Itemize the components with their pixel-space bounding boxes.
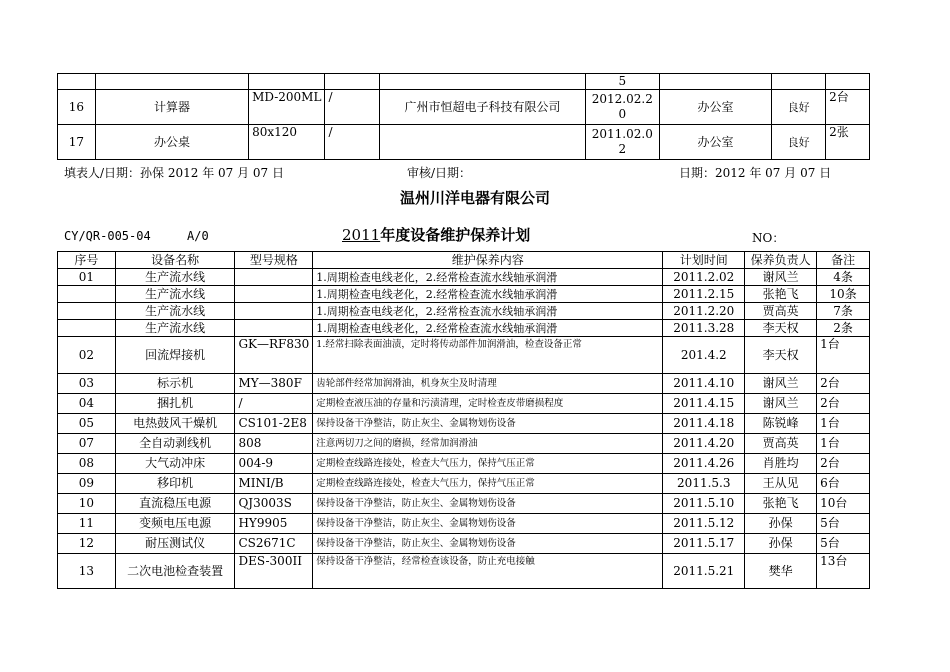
model-spec: / (235, 394, 313, 414)
row-number: 09 (58, 474, 116, 494)
time-tail: 5 (585, 74, 659, 90)
row-number: 05 (58, 414, 116, 434)
plan-title (342, 224, 530, 245)
plan-time: 2011.4.18 (663, 414, 745, 434)
row-number: 08 (58, 454, 116, 474)
column-header: 维护保养内容 (313, 252, 663, 269)
model-spec: CS2671C (235, 534, 313, 554)
owner: 张艳飞 (745, 286, 817, 303)
maintenance-content: 定期检查线路连接处，检查大气压力，保持气压正常 (313, 474, 663, 494)
maintenance-content: 注意两切刀之间的磨损，经常加润滑油 (313, 434, 663, 454)
row-number: 04 (58, 394, 116, 414)
number-label: NO： (752, 231, 785, 245)
note: 1台 (817, 414, 870, 434)
maintenance-content: 齿轮部件经常加润滑油，机身灰尘及时清理 (313, 374, 663, 394)
row-number: 03 (58, 374, 116, 394)
maintenance-content: 定期检查液压油的存量和污渍清理，定时检查皮带磨损程度 (313, 394, 663, 414)
note: 4条 (817, 269, 870, 286)
document-code: CY/QR-005-04 (64, 229, 151, 243)
row-number: 02 (58, 337, 116, 374)
row-number: 13 (58, 554, 116, 589)
row-number: 07 (58, 434, 116, 454)
note: 6台 (817, 474, 870, 494)
equipment-name: 全自动剥线机 (115, 434, 235, 454)
plan-time: 2011.4.10 (663, 374, 745, 394)
model-spec: 004-9 (235, 454, 313, 474)
row-number (58, 303, 116, 320)
row-number: 11 (58, 514, 116, 534)
row-number: 01 (58, 269, 116, 286)
plan-time: 2011.5.10 (663, 494, 745, 514)
maintenance-plan-table (57, 251, 870, 589)
equipment-name: 直流稳压电源 (115, 494, 235, 514)
table-row (58, 494, 870, 514)
plan-time: 2011.5.3 (663, 474, 745, 494)
table-row (58, 303, 870, 320)
maintenance-content: 1.周期检查电线老化，2.经常检查流水线轴承润滑 (313, 269, 663, 286)
equipment-name: 二次电池检查装置 (115, 554, 235, 589)
note: 2台 (817, 394, 870, 414)
equipment-name: 回流焊接机 (115, 337, 235, 374)
plan-time: 2011.5.12 (663, 514, 745, 534)
plan-time: 2011.5.21 (663, 554, 745, 589)
note: 13台 (817, 554, 870, 589)
owner: 谢风兰 (745, 269, 817, 286)
row-number: 10 (58, 494, 116, 514)
table-row (58, 374, 870, 394)
plan-year: 2011 (342, 226, 381, 244)
equipment-name: 耐压测试仪 (115, 534, 235, 554)
column-header: 设备名称 (115, 252, 235, 269)
plan-time: 2011.4.20 (663, 434, 745, 454)
table-row (58, 534, 870, 554)
table-row (58, 414, 870, 434)
maintenance-content: 1.周期检查电线老化，2.经常检查流水线轴承润滑 (313, 286, 663, 303)
maintenance-content: 保持设备干净整洁，防止灰尘、金属物划伤设备 (313, 494, 663, 514)
model-spec: MY—380F (235, 374, 313, 394)
maintenance-content: 1.周期检查电线老化，2.经常检查流水线轴承润滑 (313, 320, 663, 337)
company-name: 温州川洋电器有限公司 (399, 189, 550, 207)
owner: 谢风兰 (745, 394, 817, 414)
table-row (58, 454, 870, 474)
filler-signature: 填表人/日期：孙保 2012 年 07 月 07 日 (64, 166, 285, 180)
equipment-name: 捆扎机 (115, 394, 235, 414)
owner: 孙保 (745, 534, 817, 554)
owner: 樊华 (745, 554, 817, 589)
equipment-name: 变频电压电源 (115, 514, 235, 534)
note: 2台 (817, 454, 870, 474)
owner: 肖胜均 (745, 454, 817, 474)
table-row (58, 434, 870, 454)
reviewer-signature: 审核/日期： (407, 166, 472, 180)
column-header: 备注 (817, 252, 870, 269)
plan-time: 2011.2.20 (663, 303, 745, 320)
column-header: 保养负责人 (745, 252, 817, 269)
equipment-name: 生产流水线 (115, 303, 235, 320)
note: 1台 (817, 434, 870, 454)
equipment-name: 电热鼓风干燥机 (115, 414, 235, 434)
plan-time: 2011.3.28 (663, 320, 745, 337)
table-row (58, 74, 870, 90)
owner: 贾高英 (745, 303, 817, 320)
maintenance-content: 保持设备干净整洁，防止灰尘、金属物划伤设备 (313, 534, 663, 554)
sign-date: 日期：2012 年 07 月 07 日 (679, 166, 832, 180)
plan-time: 2011.4.15 (663, 394, 745, 414)
table-row: 16 计算器 MD-200ML / 广州市恒超电子科技有限公司 2012.02.2 0 办公室 良好 2台 (58, 90, 870, 125)
equipment-name: 生产流水线 (115, 269, 235, 286)
plan-title-text: 年度设备维护保养计划 (380, 226, 531, 244)
maintenance-content: 保持设备干净整洁，经常检查该设备，防止充电接触 (313, 554, 663, 589)
model-spec: QJ3003S (235, 494, 313, 514)
table-row (58, 474, 870, 494)
model-spec: 808 (235, 434, 313, 454)
table-row (58, 514, 870, 534)
maintenance-content: 1.周期检查电线老化，2.经常检查流水线轴承润滑 (313, 303, 663, 320)
model-spec (235, 303, 313, 320)
table-row (58, 320, 870, 337)
note: 10条 (817, 286, 870, 303)
plan-time: 2011.2.02 (663, 269, 745, 286)
note: 10台 (817, 494, 870, 514)
model-spec: MINI/B (235, 474, 313, 494)
equipment-name: 生产流水线 (115, 320, 235, 337)
table-header-row (58, 252, 870, 269)
maintenance-content: 1.经常扫除表面油渍，定时将传动部件加润滑油，检查设备正常 (313, 337, 663, 374)
equipment-name: 移印机 (115, 474, 235, 494)
model-spec: GK—RF830 (235, 337, 313, 374)
table-row (58, 337, 870, 374)
column-header: 型号规格 (235, 252, 313, 269)
maintenance-content: 保持设备干净整洁，防止灰尘、金属物划伤设备 (313, 414, 663, 434)
row-number: 12 (58, 534, 116, 554)
equipment-list-table (57, 73, 870, 160)
table-row (58, 554, 870, 589)
model-spec (235, 320, 313, 337)
note: 1台 (817, 337, 870, 374)
equipment-name: 大气动冲床 (115, 454, 235, 474)
plan-time: 2011.5.17 (663, 534, 745, 554)
model-spec: CS101-2E8 (235, 414, 313, 434)
owner: 李天权 (745, 320, 817, 337)
owner: 陈锐峰 (745, 414, 817, 434)
maintenance-content: 定期检查线路连接处，检查大气压力，保持气压正常 (313, 454, 663, 474)
plan-time: 2011.2.15 (663, 286, 745, 303)
owner: 贾高英 (745, 434, 817, 454)
note: 2台 (817, 374, 870, 394)
column-header: 计划时间 (663, 252, 745, 269)
model-spec (235, 269, 313, 286)
note: 5台 (817, 514, 870, 534)
note: 2条 (817, 320, 870, 337)
owner: 王从见 (745, 474, 817, 494)
note: 5台 (817, 534, 870, 554)
model-spec: DES-300II (235, 554, 313, 589)
column-header: 序号 (58, 252, 116, 269)
plan-time: 201.4.2 (663, 337, 745, 374)
equipment-name: 标示机 (115, 374, 235, 394)
row-number (58, 320, 116, 337)
owner: 张艳飞 (745, 494, 817, 514)
table-row (58, 269, 870, 286)
model-spec (235, 286, 313, 303)
table-row: 17 办公桌 80x120 / 2011.02.0 2 办公室 良好 2张 (58, 125, 870, 160)
maintenance-content: 保持设备干净整洁，防止灰尘、金属物划伤设备 (313, 514, 663, 534)
row-number (58, 286, 116, 303)
owner: 李天权 (745, 337, 817, 374)
owner: 孙保 (745, 514, 817, 534)
equipment-name: 生产流水线 (115, 286, 235, 303)
table-row (58, 394, 870, 414)
plan-time: 2011.4.26 (663, 454, 745, 474)
note: 7条 (817, 303, 870, 320)
table-row (58, 286, 870, 303)
model-spec: HY9905 (235, 514, 313, 534)
revision: A/0 (187, 229, 209, 243)
owner: 谢风兰 (745, 374, 817, 394)
